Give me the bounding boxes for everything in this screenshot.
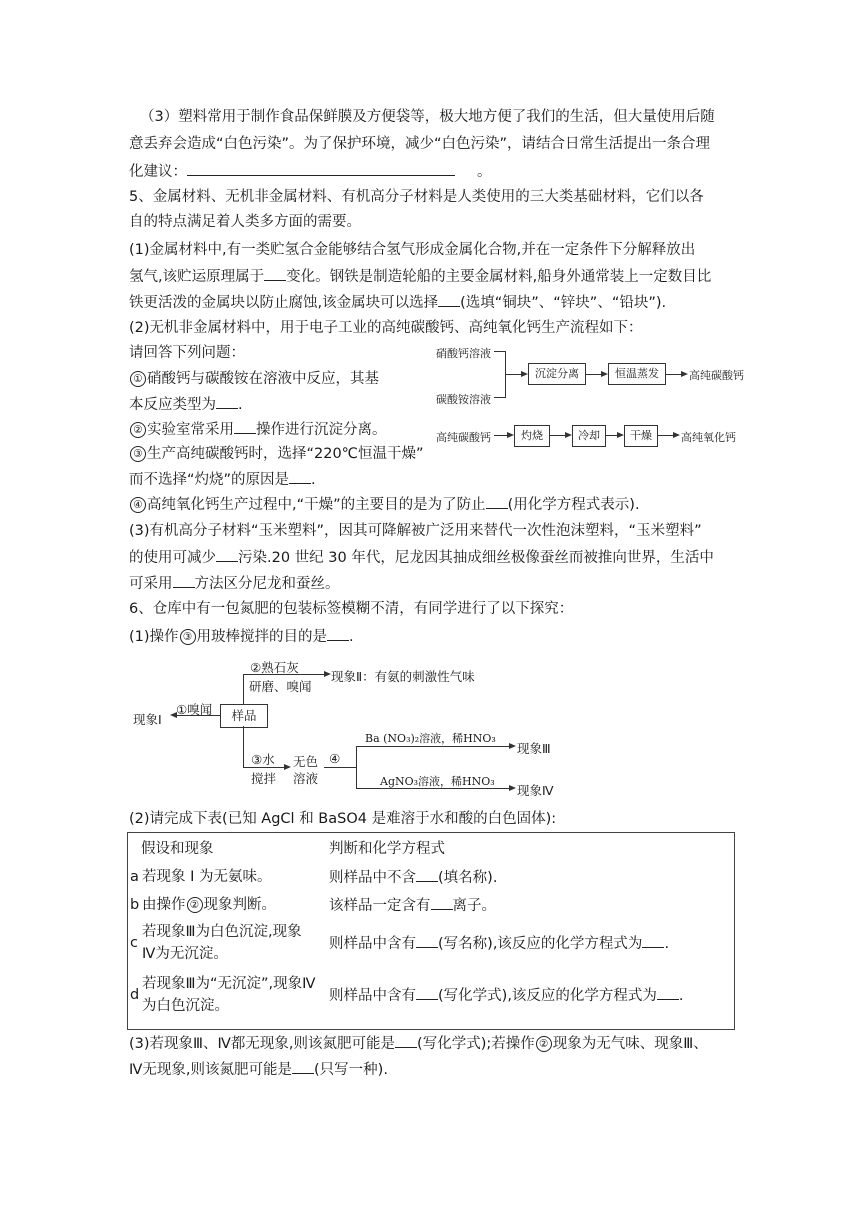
connector-line [243,674,244,704]
text: 该样品一定含有 [329,898,431,914]
q5-sub1-line-2 [129,394,243,415]
text: 则样品中含有 [329,936,416,952]
text: 则样品中不含 [329,870,416,886]
text: (3)若现象Ⅲ、Ⅳ都无现象,则该氮肥可能是 [129,1036,396,1052]
hypothesis-table [127,832,735,1030]
connector-line [324,767,356,768]
arrow-head [617,432,624,438]
q5-part1-line-1: (1)金属材料中,有一类贮氢合金能够结合氢气形成金属化合物,并在一定条件下分解释放出 [129,242,696,258]
connector-line [665,374,682,375]
flow-step-drying: 干燥 [624,425,658,447]
row-letter: d [130,987,140,1003]
q6-part1 [129,626,354,647]
q6-part2: (2)请完成下表(已知 AgCl 和 BaSO4 是难溶于水和酸的白色固体): [129,811,557,827]
operation-4: ④ [329,751,341,766]
operation-2-grind-sniff: 研磨、嗅闻 [249,679,312,694]
text: . [349,629,354,645]
arrow-head [324,671,331,677]
answer-blank[interactable] [216,547,238,562]
connector-line [585,374,602,375]
q5-sub4-line [129,494,640,515]
row-judgement [329,867,497,888]
flow-step-precipitate-separation: 沉淀分离 [528,363,586,385]
sample-box: 样品 [220,704,268,728]
q5-intro-line-2: 自的特点满足着人类多方面的需要。 [129,214,361,230]
text: 可采用 [129,576,173,592]
text: (填名称). [438,870,498,886]
text: . [238,397,243,413]
suggestion-label: 化建议： [129,164,187,180]
text: (只写一种). [314,1062,388,1078]
answer-blank[interactable] [289,469,311,484]
q5-part3-line-1: (3)有机高分子材料“玉米塑料”，因其可降解被广泛用来替代一次性泡沫塑料，“玉米塑料” [129,523,702,539]
arrow-head [284,764,291,770]
row-judgement [329,985,684,1006]
q6-part3-line-2 [129,1059,388,1080]
reagent-silver-nitrate: AgNO₃溶液，稀HNO₃ [380,775,495,788]
q5-part2-line-1: (2)无机非金属材料中，用于电子工业的高纯碳酸钙、高纯氧化钙生产流程如下： [129,320,643,336]
arrow-head [673,432,680,438]
q5-part1-line-3 [129,292,666,313]
arrow-head [521,371,528,377]
answer-blank[interactable] [173,573,195,588]
flow-input-calcium-nitrate: 硝酸钙溶液 [436,347,491,360]
answer-blank[interactable] [416,933,438,948]
text: 硝酸钙与碳酸铵在溶液中反应，其基 [147,371,379,387]
operation-3-water: ③水 [251,752,275,767]
text: 本反应类型为 [129,397,216,413]
row-judgement [329,895,496,916]
row-hypothesis-line-2: Ⅳ为无沉淀。 [142,946,228,962]
text: 现象为无气味、现象Ⅲ、 [552,1036,708,1052]
text: . [664,936,670,952]
text: (用化学方程式表示). [507,497,640,513]
text: (选填“铜块”、“锌块”、“铅块”). [460,295,667,311]
circled-number: ③ [180,629,196,645]
arrow-head [509,785,516,791]
circled-number: ① [130,371,146,387]
flow-start-calcium-carbonate: 高纯碳酸钙 [436,431,491,444]
q5-sub2-line [129,419,387,440]
q6-part3-line-1 [129,1033,708,1054]
table-header-judgement: 判断和化学方程式 [329,841,445,857]
answer-blank[interactable] [216,394,238,409]
q5-intro-line-1: 5、金属材料、无机非金属材料、有机高分子材料是人类使用的三大类基础材料，它们以各 [129,189,704,205]
connector-line [657,435,674,436]
phenomenon-1: 现象Ⅰ [133,712,162,727]
row-letter: c [130,935,138,951]
colorless-solution-top: 无色 [293,754,319,769]
arrow-head [565,432,572,438]
answer-blank[interactable] [416,985,438,1000]
text: 方法区分尼龙和蚕丝。 [194,576,340,592]
phenomenon-2: 现象Ⅱ：有氨的刺激性气味 [331,669,475,684]
phenomenon-3: 现象Ⅲ [517,741,551,756]
phenomenon-4: 现象Ⅳ [517,783,554,798]
flow-output-calcium-carbonate: 高纯碳酸钙 [689,369,744,382]
circled-number: ② [130,422,146,438]
row-hypothesis [142,895,276,915]
q5-part2-line-2: 请回答下列问题： [129,345,245,361]
text: (1)操作 [129,629,179,645]
answer-blank[interactable] [486,494,508,509]
text: 生产高纯碳酸钙时，选择“220℃恒温干燥” [147,446,424,462]
text: 现象判断。 [203,897,276,913]
row-judgement [329,933,669,954]
q6-intro: 6、仓库中有一包氮肥的包装标签模糊不清，有同学进行了以下探究： [129,601,574,617]
q5-sub1-line-1 [129,369,379,389]
connector-line [505,374,522,375]
connector-line [549,435,566,436]
q5-part3-line-2 [129,547,714,568]
answer-blank[interactable] [642,933,664,948]
arrow-head [681,371,688,377]
row-letter: a [130,869,139,885]
suggestion-end: 。 [477,164,492,180]
connector-line [494,435,508,436]
connector-line [356,746,357,788]
row-hypothesis-line-2: 为白色沉淀。 [142,998,229,1014]
text: 变化。钢铁是制造轮船的主要金属材料,船身外通常装上一定数目比 [286,269,712,285]
colorless-solution-bottom: 溶液 [293,771,319,786]
text: Ⅳ无现象,则该氮肥可能是 [129,1062,292,1078]
answer-blank[interactable] [431,895,453,910]
suggestion-blank[interactable] [187,161,455,176]
answer-blank[interactable] [292,1059,314,1074]
row-hypothesis-line-1: 若现象Ⅲ为白色沉淀,现象 [142,924,302,940]
text: 而不选择“灼烧”的原因是 [129,472,290,488]
table-header-hypothesis: 假设和现象 [141,841,214,857]
q5-sub3-line-1 [129,444,423,464]
operation-3-stir: 搅拌 [251,771,277,786]
plastic-question-line-3 [129,161,492,182]
text: 氢气,该贮运原理属于 [129,269,265,285]
text: (写化学式),该反应的化学方程式为 [438,988,657,1004]
text: (写化学式);若操作 [417,1036,535,1052]
circled-number: ② [536,1036,552,1052]
text: 污染.20 世纪 30 年代，尼龙因其抽成细丝极像蚕丝而被推向世界，生活中 [238,550,714,566]
flow-step-constant-temp-evaporation: 恒温蒸发 [608,363,666,385]
circled-number: ③ [130,446,146,462]
q5-sub3-line-2 [129,469,316,490]
operation-2-slaked-lime: ②熟石灰 [250,660,299,675]
arrow-head [601,371,608,377]
row-hypothesis-line-1: 若现象Ⅲ为“无沉淀”,现象Ⅳ [142,976,316,992]
text: . [678,988,684,1004]
circled-number: ② [187,897,203,913]
text: 实验室常采用 [147,422,234,438]
text: 的使用可减少 [129,550,216,566]
plastic-question-line-1: （3）塑料常用于制作食品保鲜膜及方便袋等，极大地方便了我们的生活，但大量使用后随 [140,109,715,125]
answer-blank[interactable] [416,867,438,882]
flow-step-cooling: 冷却 [572,425,606,447]
arrow-head [507,432,514,438]
row-letter: b [130,897,140,913]
connector-line [356,746,510,747]
answer-blank[interactable] [657,985,679,1000]
flow-output-calcium-oxide: 高纯氧化钙 [681,431,736,444]
text: (写名称),该反应的化学方程式为 [438,936,643,952]
flow-input-ammonium-carbonate: 碳酸铵溶液 [436,393,491,406]
q5-part3-line-3 [129,573,340,594]
text: 由操作 [142,897,186,913]
answer-blank[interactable] [327,626,349,641]
text: 铁更活泼的金属块以防止腐蚀,该金属块可以选择 [129,295,439,311]
text: . [311,472,316,488]
text: 高纯氧化钙生产过程中,“干燥”的主要目的是为了防止 [147,497,486,513]
reagent-barium-nitrate: Ba (NO₃)₂溶液，稀HNO₃ [365,732,496,745]
arrow-head [509,743,516,749]
answer-blank[interactable] [234,419,256,434]
text: 操作进行沉淀分离。 [256,422,387,438]
plastic-question-line-2: 意丢弃会造成“白色污染”。为了保护环境，减少“白色污染”，请结合日常生活提出一条合理 [129,136,711,152]
circled-number: ④ [130,497,146,513]
text: 则样品中含有 [329,988,416,1004]
operation-1-sniff: ①嗅闻 [176,702,213,717]
answer-blank[interactable] [438,292,460,307]
q5-part1-line-2 [129,266,711,287]
text: 用玻棒搅拌的目的是 [196,629,328,645]
answer-blank[interactable] [395,1033,417,1048]
flow-step-calcination: 灼烧 [514,425,550,447]
row-hypothesis: 若现象 I 为无氨味。 [142,869,272,885]
text: 离子。 [452,898,496,914]
connector-line [243,726,244,768]
answer-blank[interactable] [264,266,286,281]
